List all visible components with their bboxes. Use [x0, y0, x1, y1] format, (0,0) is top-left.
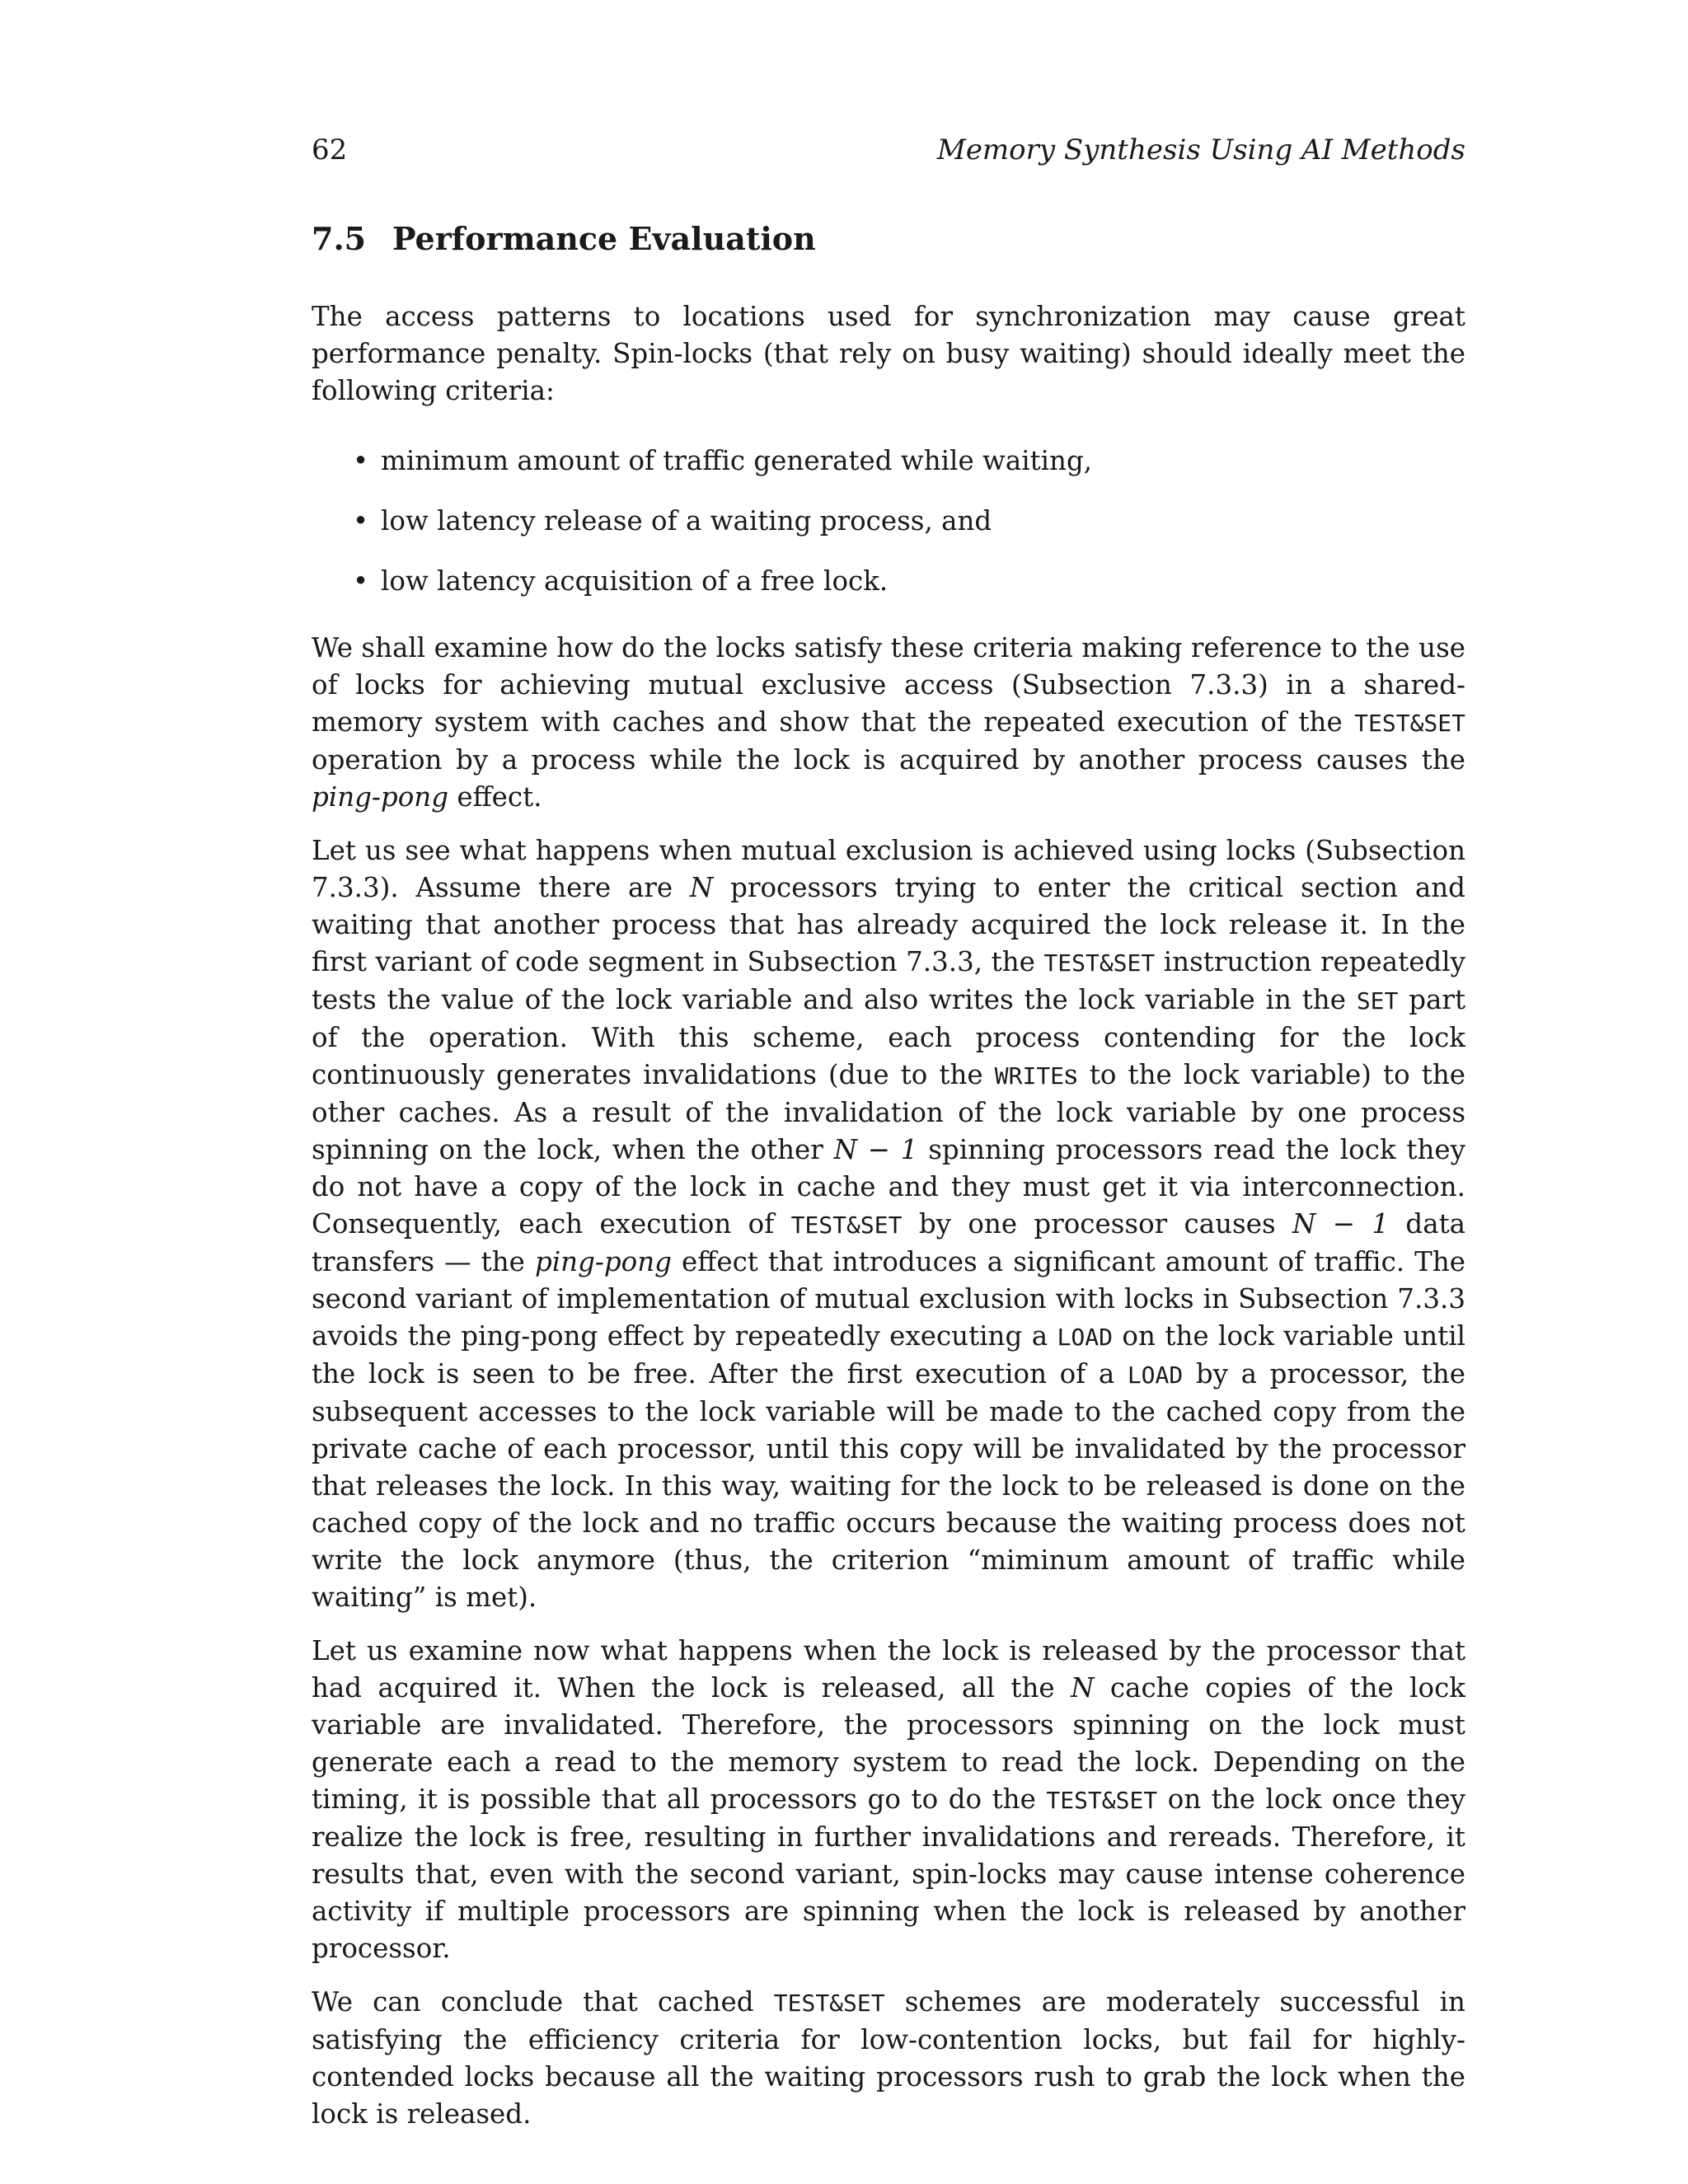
- paragraph-mutual-exclusion: [312, 832, 1465, 1616]
- text-run: Let us see what happens when mutual exclusion is achieved using locks (Subsection 7.3.3). Assume there are: [312, 835, 1465, 903]
- code-term: SET: [1356, 987, 1399, 1015]
- text-run: processors trying to enter the critical section and waiting that another process that has already acquired the lock release it. In the first variant of code segment in Subsection 7.3.3, the: [312, 872, 1465, 977]
- text-run: on the lock variable until the lock is seen to be free. After the first execution of a: [312, 1320, 1465, 1390]
- running-header: [312, 124, 1465, 176]
- emphasis-term: ping-pong: [534, 1246, 672, 1277]
- bullet-icon: •: [353, 505, 369, 537]
- list-item-text: low latency acquisition of a free lock.: [381, 565, 889, 597]
- emphasis-term: ping-pong: [312, 781, 449, 813]
- text-run: instruction repeatedly tests the value of the lock variable and also writes the lock variable in the: [312, 946, 1465, 1015]
- code-term: TEST&SET: [1354, 710, 1465, 737]
- math-expression: N − 1: [1292, 1208, 1390, 1240]
- bullet-icon: •: [353, 445, 369, 476]
- math-variable: N: [1071, 1672, 1095, 1704]
- code-term: LOAD: [1057, 1324, 1113, 1351]
- text-run: operation by a process while the lock is acquired by another process causes the: [312, 744, 1465, 776]
- text-run: We shall examine how do the locks satisfy these criteria making reference to the use of locks for achieving mutual exclusive access (Subsection 7.3.3) in a shared-memory system with caches and show that the repeated execution of the: [312, 632, 1465, 738]
- code-term: TEST&SET: [773, 1990, 885, 2017]
- list-item-text: minimum amount of traffic generated while waiting,: [381, 445, 1093, 476]
- list-item-text: low latency release of a waiting process, and: [381, 505, 992, 537]
- text-run: on the lock once they realize the lock is free, resulting in further invalidations and rereads. Therefore, it results that, even with the second variant, spin-locks may cause intense coherence activity if multiple processors are spinning when the lock is released by another processor.: [312, 1783, 1465, 1964]
- list-item: [353, 443, 1465, 480]
- paragraph-lock-release: [312, 1633, 1465, 1967]
- intro-text: The access patterns to locations used for synchronization may cause great performance penalty. Spin-locks (that rely on busy waiting) should ideally meet the following criteria:: [312, 301, 1465, 406]
- list-item: [353, 563, 1465, 600]
- text-run: by one processor causes: [902, 1208, 1292, 1240]
- code-term: LOAD: [1127, 1361, 1184, 1389]
- text-run: spinning processors read the lock they do not have a copy of the lock in cache and they must get it via interconnection. Consequently, each execution of: [312, 1134, 1465, 1240]
- text-run: s to the lock variable) to the other caches. As a result of the invalidation of the lock variable by one process spinning on the lock, when the other: [312, 1059, 1465, 1165]
- running-title: Memory Synthesis Using AI Methods: [937, 134, 1465, 166]
- text-run: part of the operation. With this scheme, each process contending for the lock continuously generates invalidations (due to the: [312, 984, 1465, 1090]
- text-run: effect that introduces a significant amount of traffic. The second variant of implementation of mutual exclusion with locks in Subsection 7.3.3 avoids the ping-pong effect by repeatedly executing a: [312, 1246, 1465, 1352]
- text-run: Let us examine now what happens when the lock is released by the processor that had acquired it. When the lock is released, all the: [312, 1635, 1465, 1704]
- list-item: [353, 503, 1465, 540]
- section-title: Performance Evaluation: [392, 220, 816, 257]
- math-expression: N − 1: [833, 1134, 918, 1165]
- intro-paragraph: [312, 298, 1465, 410]
- math-variable: N: [689, 872, 714, 903]
- code-term: TEST&SET: [790, 1212, 903, 1239]
- text-run: We can conclude that cached: [312, 1986, 774, 2018]
- text-run: effect.: [448, 781, 542, 813]
- code-term: WRITE: [994, 1062, 1065, 1090]
- criteria-list: [312, 443, 1465, 600]
- text-run: cache copies of the lock variable are invalidated. Therefore, the processors spinning on the lock must generate each a read to the memory system to read the lock. Depending on the timing, it is possible that all processors go to do the: [312, 1672, 1466, 1815]
- section-heading: [312, 213, 1465, 265]
- paragraph-conclusion: [312, 1984, 1465, 2133]
- text-run: schemes are moderately successful in satisfying the efficiency criteria for low-contention locks, but fail for highly-contended locks because all the waiting processors rush to grab the lock when the lock is released.: [312, 1986, 1465, 2130]
- section-number: 7.5: [312, 220, 367, 257]
- text-run: data transfers — the: [312, 1208, 1466, 1277]
- paragraph-examine-criteria: [312, 630, 1465, 816]
- document-page: [312, 124, 1465, 2133]
- code-term: TEST&SET: [1046, 1787, 1158, 1814]
- bullet-icon: •: [353, 565, 369, 597]
- text-run: by a processor, the subsequent accesses to the lock variable will be made to the cached copy from the private cache of each processor, until this copy will be invalidated by the processor that releases the lock. In this way, waiting for the lock to be released is done on the cached copy of the lock and no traffic occurs because the waiting process does not write the lock anymore (thus, the criterion “miminum amount of traffic while waiting” is met).: [312, 1358, 1465, 1613]
- code-term: TEST&SET: [1043, 949, 1156, 977]
- page-number: 62: [312, 134, 348, 166]
